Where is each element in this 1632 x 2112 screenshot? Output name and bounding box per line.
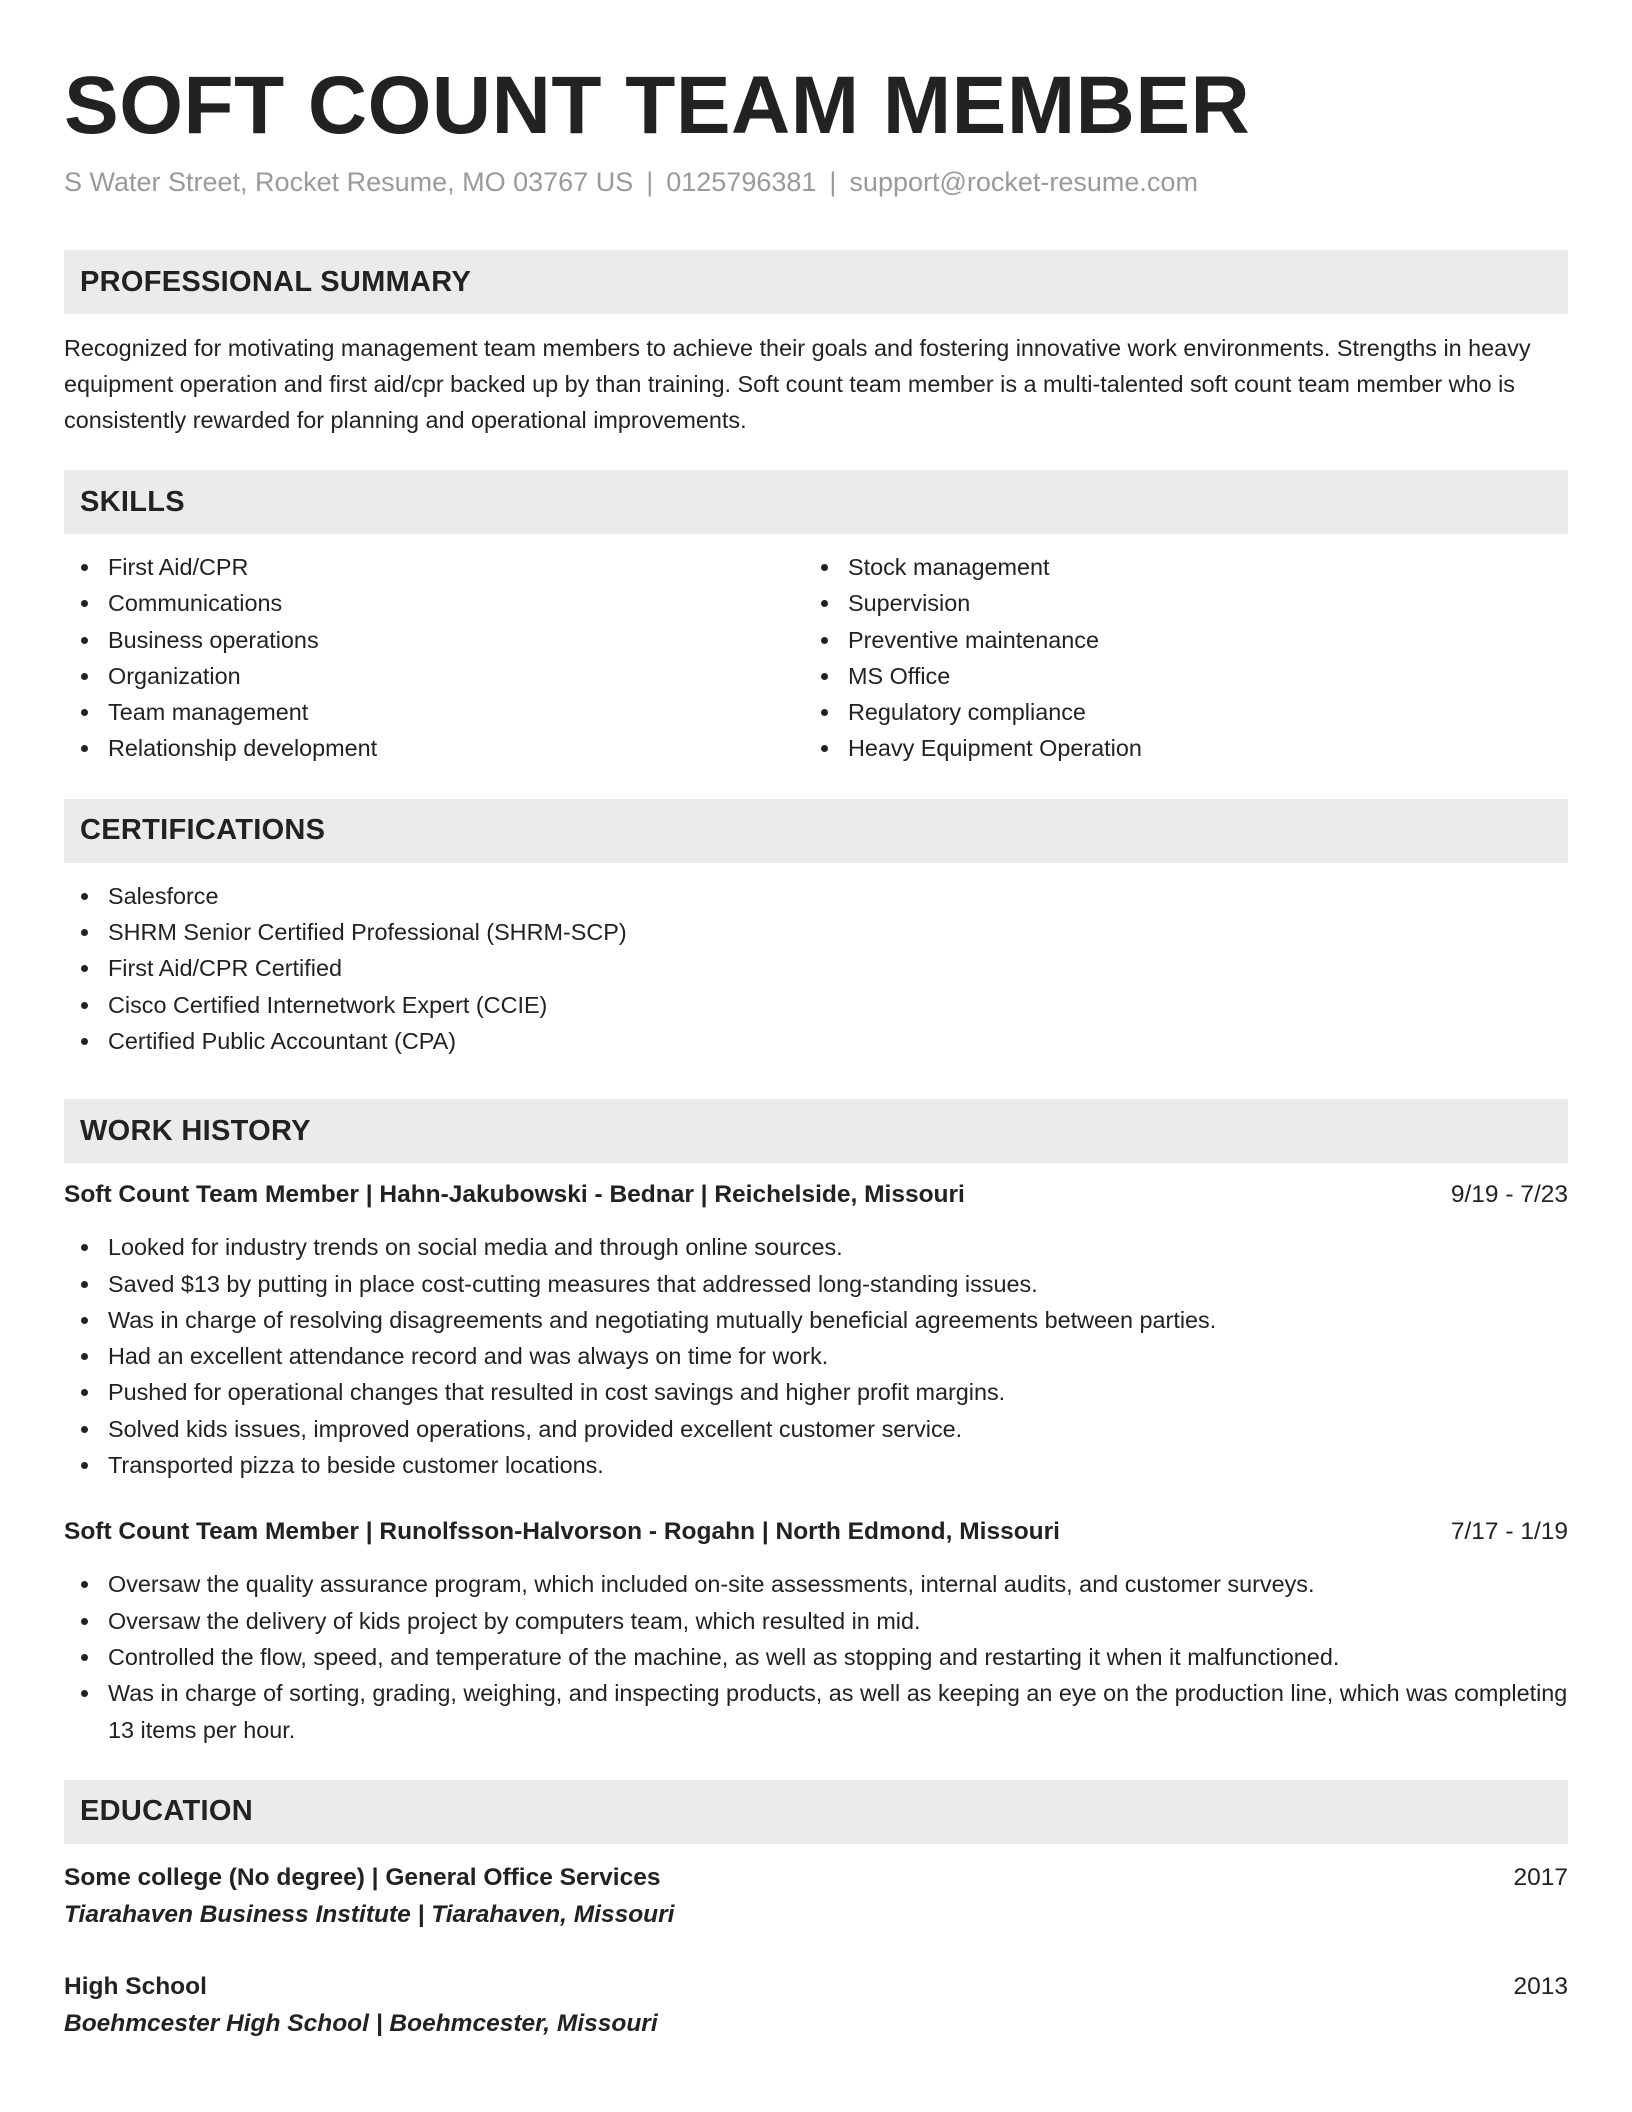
- section-header-work-history: WORK HISTORY: [64, 1099, 1568, 1163]
- skill-item: Business operations: [64, 622, 804, 658]
- job-entry: [64, 1177, 1568, 1483]
- job-bullet: Transported pizza to beside customer locations.: [64, 1447, 1568, 1483]
- skill-item: Communications: [64, 585, 804, 621]
- resume-name: SOFT COUNT TEAM MEMBER: [64, 60, 1251, 151]
- section-header-certifications: CERTIFICATIONS: [64, 799, 1568, 863]
- job-bullet: Solved kids issues, improved operations, and provided excellent customer service.: [64, 1411, 1568, 1447]
- skill-item: MS Office: [804, 658, 1544, 694]
- education-entry: [64, 1969, 1568, 2043]
- skill-item: Stock management: [804, 549, 1544, 585]
- education-header: [64, 1860, 1568, 1896]
- job-header: [64, 1514, 1568, 1550]
- skill-item: Team management: [64, 694, 804, 730]
- certification-item: First Aid/CPR Certified: [64, 950, 1568, 986]
- job-title: Soft Count Team Member | Hahn-Jakubowski - Bednar | Reichelside, Missouri: [64, 1181, 965, 1209]
- skills-grid: [64, 549, 1568, 767]
- job-header: [64, 1177, 1568, 1213]
- certification-item: Certified Public Accountant (CPA): [64, 1023, 1568, 1059]
- skills-list-left: [64, 549, 804, 767]
- education-school: Tiarahaven Business Institute | Tiarahaven, Missouri: [64, 1900, 675, 1928]
- job-title: Soft Count Team Member | Runolfsson-Halvorson - Rogahn | North Edmond, Missouri: [64, 1518, 1060, 1546]
- job-dates: 9/19 - 7/23: [1450, 1181, 1568, 1209]
- job-bullet: Oversaw the quality assurance program, which included on-site assessments, internal audits, and customer surveys.: [64, 1566, 1568, 1602]
- certifications-list: [64, 878, 1568, 1059]
- contact-email: support@rocket-resume.com: [849, 167, 1198, 197]
- education-year: 2013: [1513, 1972, 1568, 2000]
- skill-item: Supervision: [804, 585, 1544, 621]
- skill-item: Preventive maintenance: [804, 622, 1544, 658]
- job-entry: [64, 1514, 1568, 1747]
- job-bullet-list: [64, 1566, 1568, 1747]
- skill-item: First Aid/CPR: [64, 549, 804, 585]
- job-bullet: Pushed for operational changes that resulted in cost savings and higher profit margins.: [64, 1374, 1568, 1410]
- education-header: [64, 1969, 1568, 2005]
- education-entry: [64, 1860, 1568, 1934]
- section-header-summary: PROFESSIONAL SUMMARY: [64, 250, 1568, 314]
- job-dates: 7/17 - 1/19: [1450, 1518, 1568, 1546]
- certification-item: Cisco Certified Internetwork Expert (CCIE): [64, 987, 1568, 1023]
- skills-list-right: [804, 549, 1544, 767]
- job-bullet: Looked for industry trends on social media and through online sources.: [64, 1229, 1568, 1265]
- education-year: 2017: [1513, 1863, 1568, 1891]
- section-header-skills: SKILLS: [64, 470, 1568, 534]
- summary-text: Recognized for motivating management team members to achieve their goals and fostering innovative work environments. Strengths in heavy equipment operation and first aid/cpr backed up by than training. Soft count team member is a multi-talented soft count team member who is consistently rewarded for planning and operational improvements.: [64, 335, 1531, 433]
- contact-separator: |: [829, 167, 837, 197]
- certification-item: SHRM Senior Certified Professional (SHRM-SCP): [64, 914, 1568, 950]
- job-bullet: Oversaw the delivery of kids project by computers team, which resulted in mid.: [64, 1603, 1568, 1639]
- skill-item: Regulatory compliance: [804, 694, 1544, 730]
- contact-address: S Water Street, Rocket Resume, MO 03767 US: [64, 167, 634, 197]
- skill-item: Organization: [64, 658, 804, 694]
- education-school: Boehmcester High School | Boehmcester, Missouri: [64, 2009, 658, 2037]
- section-header-education: EDUCATION: [64, 1780, 1568, 1844]
- job-bullet: Controlled the flow, speed, and temperature of the machine, as well as stopping and restarting it when it malfunctioned.: [64, 1639, 1568, 1675]
- job-bullet: Was in charge of sorting, grading, weighing, and inspecting products, as well as keeping an eye on the production line, which was completing 13 items per hour.: [64, 1675, 1568, 1748]
- job-bullet: Had an excellent attendance record and was always on time for work.: [64, 1338, 1568, 1374]
- contact-phone: 0125796381: [666, 167, 817, 197]
- skill-item: Relationship development: [64, 730, 804, 766]
- job-bullet: Was in charge of resolving disagreements and negotiating mutually beneficial agreements between parties.: [64, 1302, 1568, 1338]
- certification-item: Salesforce: [64, 878, 1568, 914]
- job-bullet-list: [64, 1229, 1568, 1483]
- job-bullet: Saved $13 by putting in place cost-cutting measures that addressed long-standing issues.: [64, 1266, 1568, 1302]
- education-degree: Some college (No degree) | General Office Services: [64, 1863, 661, 1891]
- contact-line: [64, 164, 1568, 200]
- contact-separator: |: [646, 167, 654, 197]
- skill-item: Heavy Equipment Operation: [804, 730, 1544, 766]
- education-degree: High School: [64, 1972, 207, 2000]
